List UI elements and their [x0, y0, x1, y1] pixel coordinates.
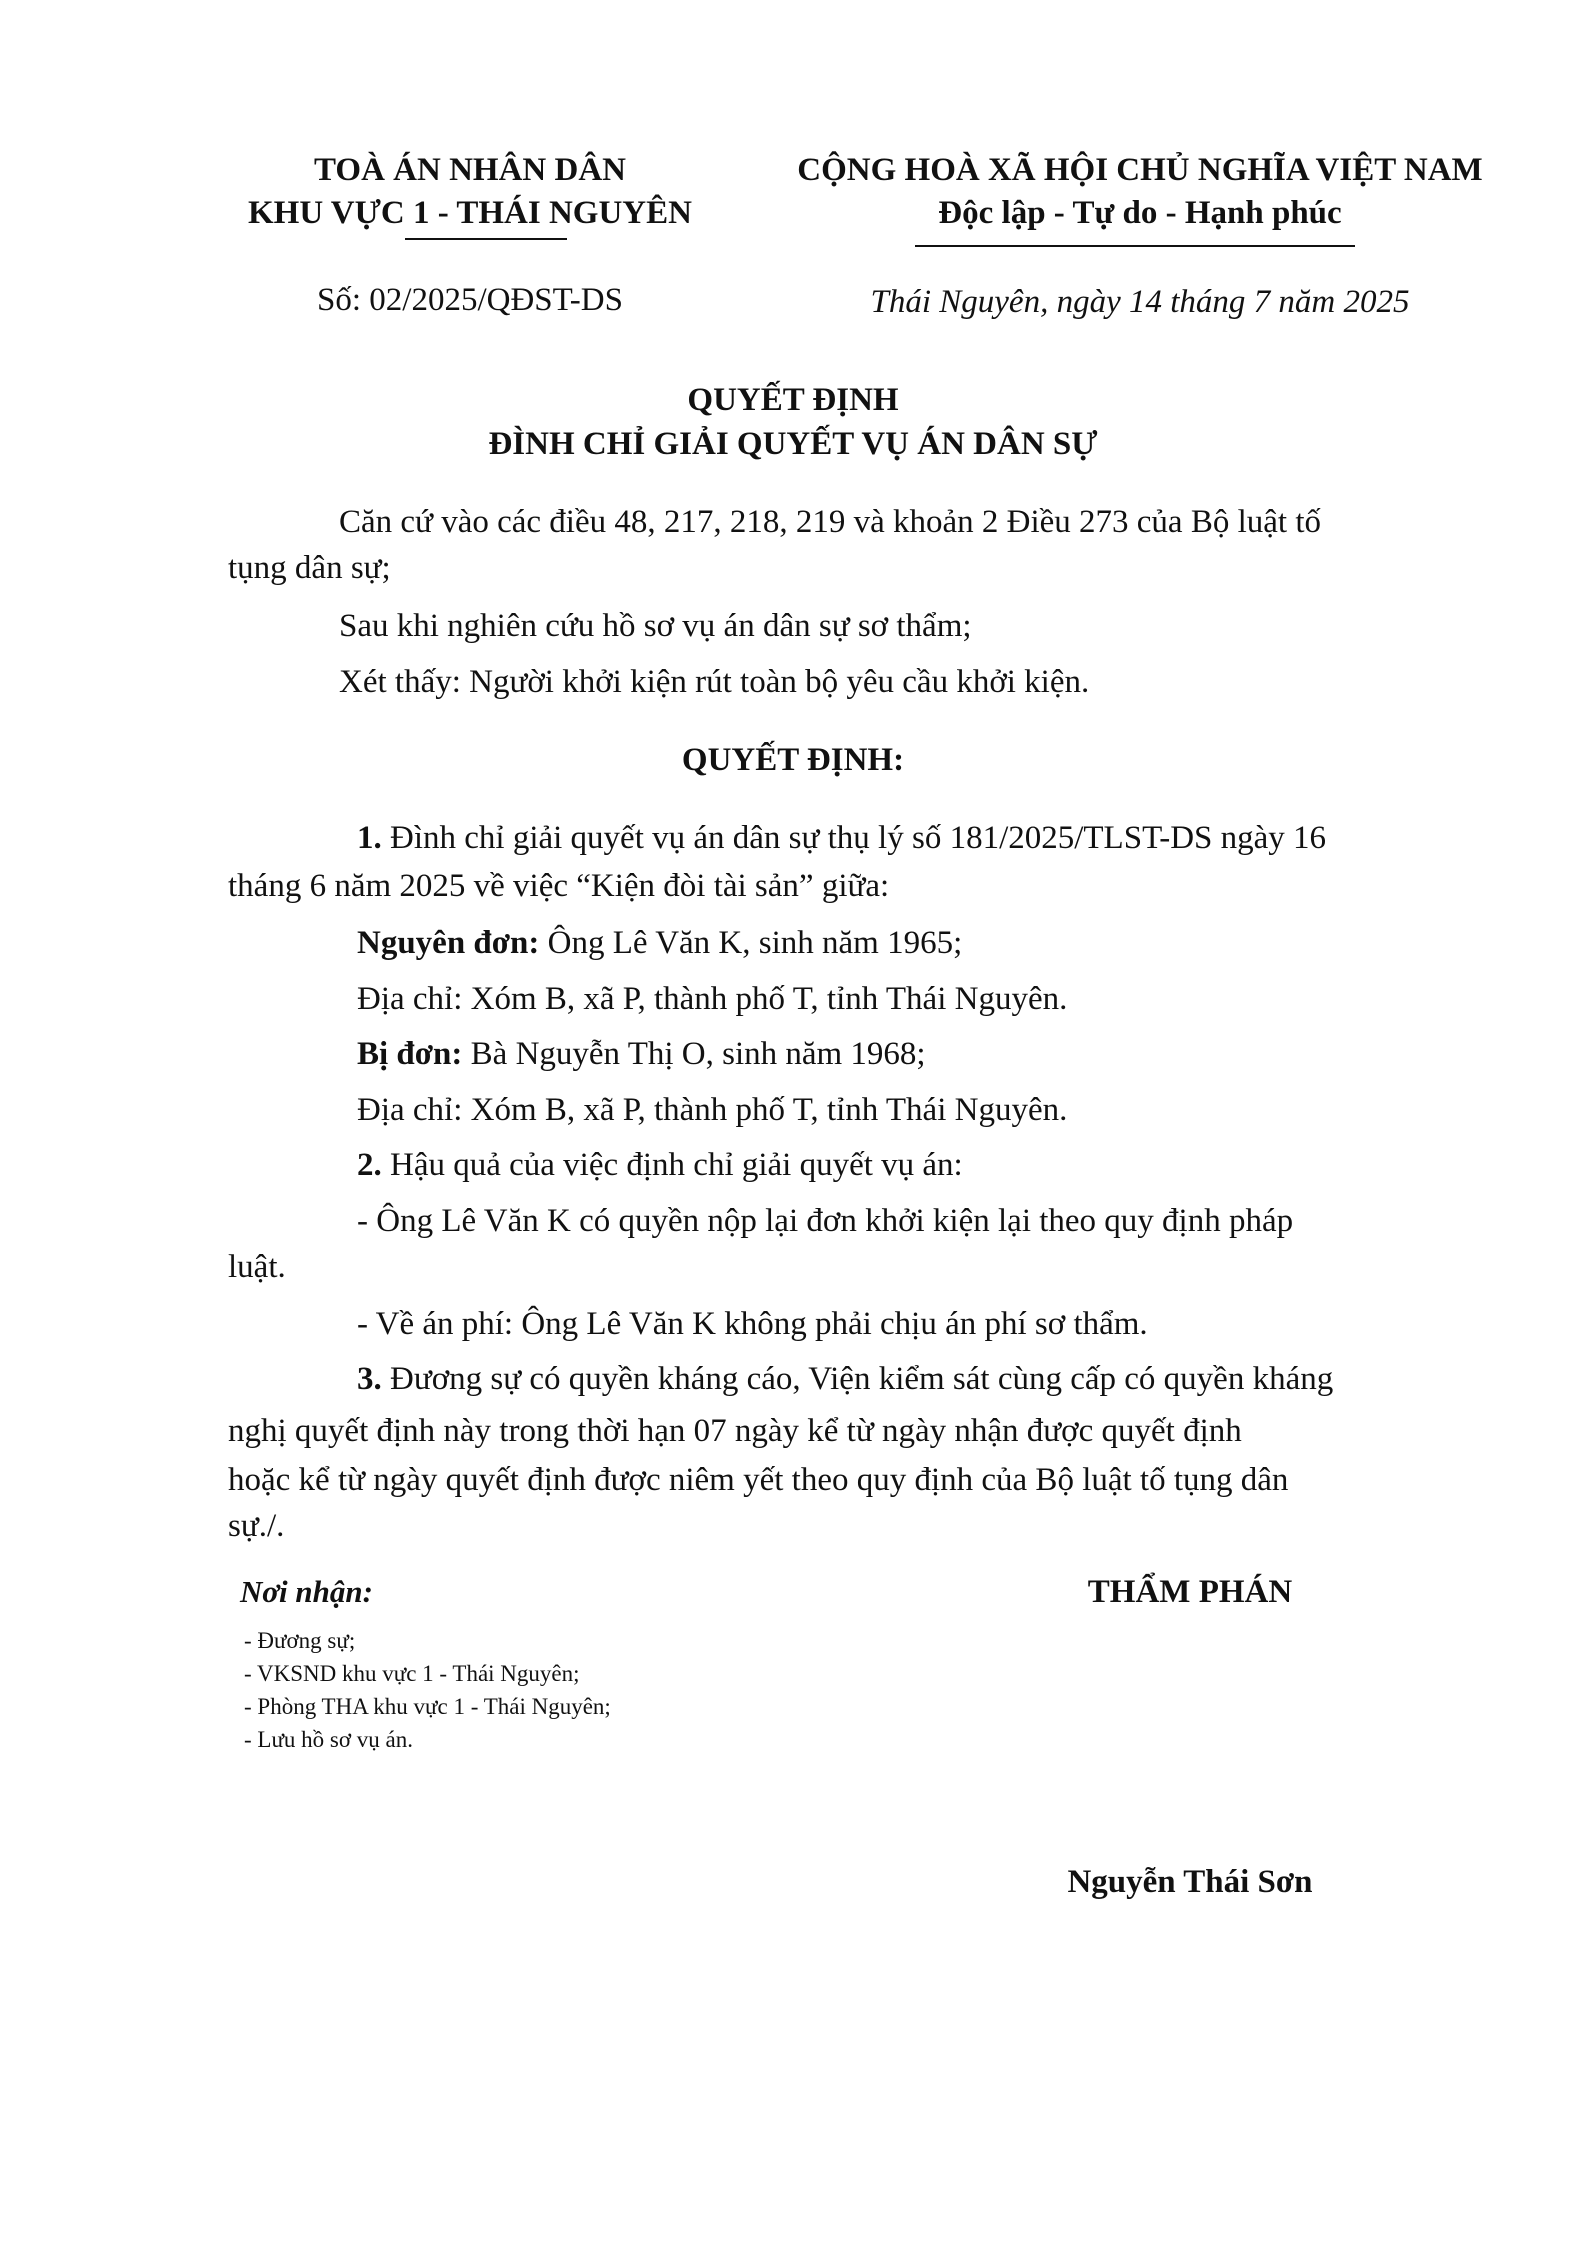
item-3-number: 3.	[357, 1361, 382, 1397]
item-2-line	[357, 1143, 963, 1187]
document-number: Số: 02/2025/QĐST-DS	[317, 282, 623, 318]
item-2-number: 2.	[357, 1147, 382, 1183]
item-3-text: Đương sự có quyền kháng cáo, Viện kiểm sát cùng cấp có quyền kháng	[381, 1361, 1334, 1397]
plaintiff-label: Nguyên đơn:	[357, 925, 540, 961]
signer-title: THẨM PHÁN	[1087, 1574, 1293, 1610]
recipients-heading: Nơi nhận:	[240, 1574, 373, 1609]
recipient-item: - Lưu hồ sơ vụ án.	[244, 1727, 413, 1752]
item-2-sub1-line1: - Ông Lê Văn K có quyền nộp lại đơn khởi kiện lại theo quy định pháp	[357, 1203, 1294, 1239]
place-date: Thái Nguyên, ngày 14 tháng 7 năm 2025	[870, 284, 1410, 320]
item-2-sub2: - Về án phí: Ông Lê Văn K không phải chịu án phí sơ thẩm.	[357, 1306, 1148, 1342]
legal-basis-line1: Căn cứ vào các điều 48, 217, 218, 219 và khoản 2 Điều 273 của Bộ luật tố	[339, 504, 1321, 540]
plaintiff-address: Địa chỉ: Xóm B, xã P, thành phố T, tỉnh Thái Nguyên.	[357, 981, 1068, 1017]
item-3-line2: nghị quyết định này trong thời hạn 07 ngày kể từ ngày nhận được quyết định	[228, 1413, 1242, 1449]
case-review: Sau khi nghiên cứu hồ sơ vụ án dân sự sơ thẩm;	[339, 608, 972, 644]
item-1-line1	[357, 816, 1326, 860]
defendant-label: Bị đơn:	[357, 1036, 463, 1072]
motto-underline	[915, 245, 1355, 247]
court-underline	[405, 238, 567, 240]
item-1-text: Đình chỉ giải quyết vụ án dân sự thụ lý số 181/2025/TLST-DS ngày 16	[381, 820, 1327, 856]
legal-basis-line2: tụng dân sự;	[228, 550, 391, 586]
defendant-value: Bà Nguyễn Thị O, sinh năm 1968;	[462, 1036, 926, 1072]
decision-subtitle: ĐÌNH CHỈ GIẢI QUYẾT VỤ ÁN DÂN SỰ	[488, 426, 1098, 462]
plaintiff-value: Ông Lê Văn K, sinh năm 1965;	[539, 925, 963, 961]
finding: Xét thấy: Người khởi kiện rút toàn bộ yêu cầu khởi kiện.	[339, 664, 1090, 700]
item-2-sub1-line2: luật.	[228, 1249, 286, 1285]
decision-heading: QUYẾT ĐỊNH:	[681, 742, 905, 778]
recipient-item: - Đương sự;	[244, 1628, 356, 1653]
defendant-line	[357, 1032, 926, 1076]
court-name-line2: KHU VỰC 1 - THÁI NGUYÊN	[247, 195, 692, 231]
nation-name: CỘNG HOÀ XÃ HỘI CHỦ NGHĨA VIỆT NAM	[797, 152, 1483, 188]
court-name-line1: TOÀ ÁN NHÂN DÂN	[314, 152, 626, 188]
item-3-line3: hoặc kể từ ngày quyết định được niêm yết theo quy định của Bộ luật tố tụng dân	[228, 1462, 1289, 1498]
defendant-address: Địa chỉ: Xóm B, xã P, thành phố T, tỉnh Thái Nguyên.	[357, 1092, 1068, 1128]
recipient-item: - Phòng THA khu vực 1 - Thái Nguyên;	[244, 1694, 611, 1719]
decision-title: QUYẾT ĐỊNH	[687, 382, 899, 418]
plaintiff-line	[357, 921, 962, 965]
item-1-number: 1.	[357, 820, 382, 856]
signer-name: Nguyễn Thái Sơn	[1067, 1864, 1313, 1900]
nation-motto: Độc lập - Tự do - Hạnh phúc	[938, 195, 1342, 231]
item-2-text: Hậu quả của việc định chỉ giải quyết vụ án:	[381, 1147, 963, 1183]
item-1-line2: tháng 6 năm 2025 về việc “Kiện đòi tài sản” giữa:	[228, 868, 890, 904]
item-3-line4: sự./.	[228, 1508, 285, 1544]
item-3-line1	[357, 1357, 1333, 1401]
recipient-item: - VKSND khu vực 1 - Thái Nguyên;	[244, 1661, 580, 1686]
